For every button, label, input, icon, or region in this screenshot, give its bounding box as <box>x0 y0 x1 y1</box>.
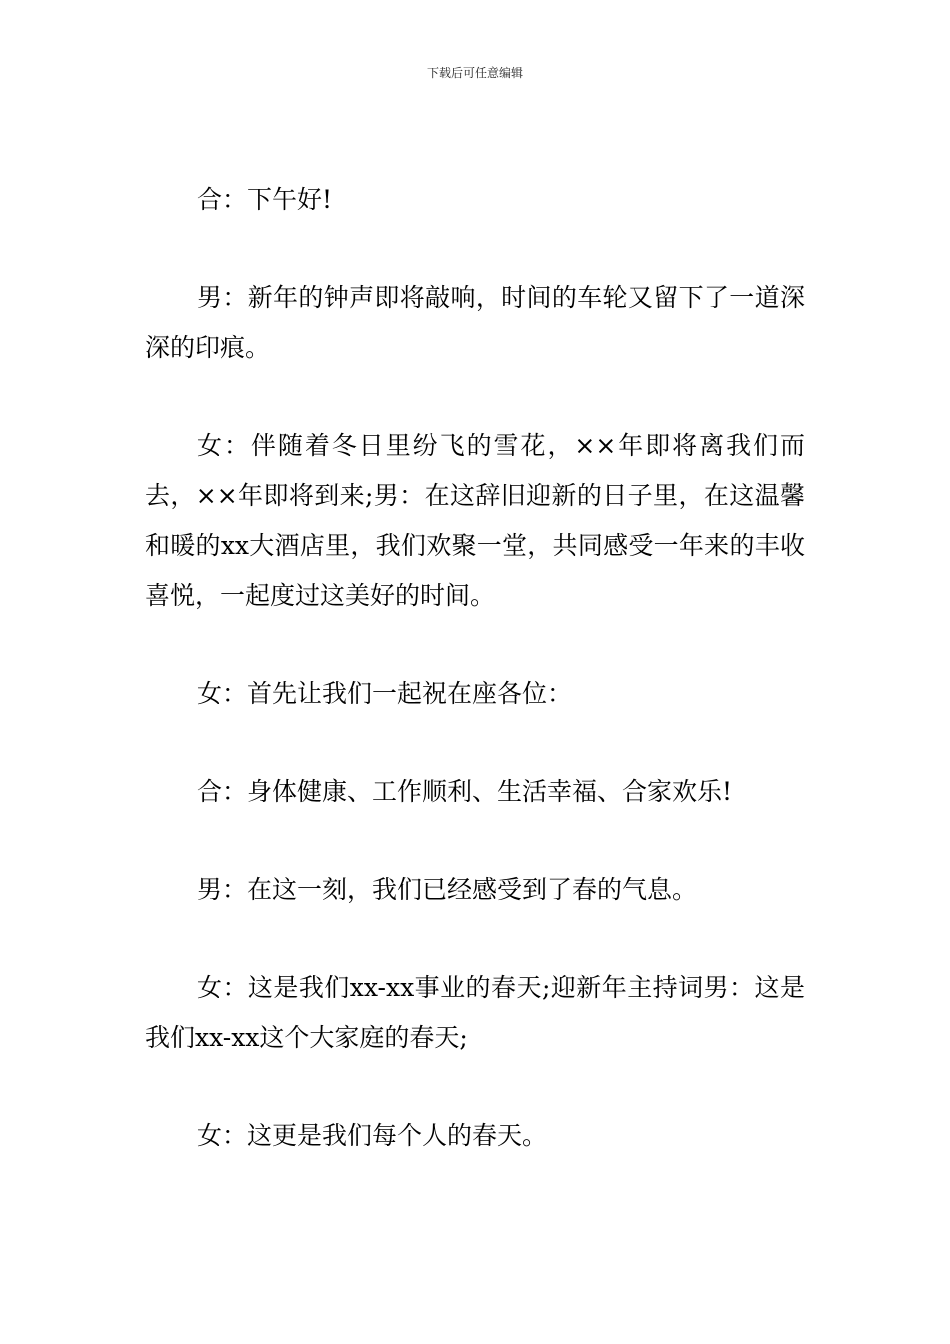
paragraph: 合：下午好! <box>197 185 333 214</box>
document-body <box>145 175 805 1209</box>
page-header: 下载后可任意编辑 <box>426 66 523 80</box>
paragraph: 男：在这一刻，我们已经感受到了春的气息。 <box>197 875 698 904</box>
paragraph: 女：伴随着冬日里纷飞的雪花，××年即将离我们而去，××年即将到来;男：在这辞旧迎新的日子里，在这温馨和暖的xx大酒店里，我们欢聚一堂，共同感受一年来的丰收喜悦，一起度过这美好的时间。 <box>145 431 805 610</box>
paragraph: 女：这更是我们每个人的春天。 <box>197 1121 548 1150</box>
paragraph: 男：新年的钟声即将敲响，时间的车轮又留下了一道深深的印痕。 <box>145 283 805 362</box>
paragraph: 女：这是我们xx-xx事业的春天;迎新年主持词男：这是我们xx-xx这个大家庭的春天; <box>145 973 805 1052</box>
paragraph: 女：首先让我们一起祝在座各位： <box>197 679 573 708</box>
paragraph: 合：身体健康、工作顺利、生活幸福、合家欢乐! <box>197 777 733 806</box>
